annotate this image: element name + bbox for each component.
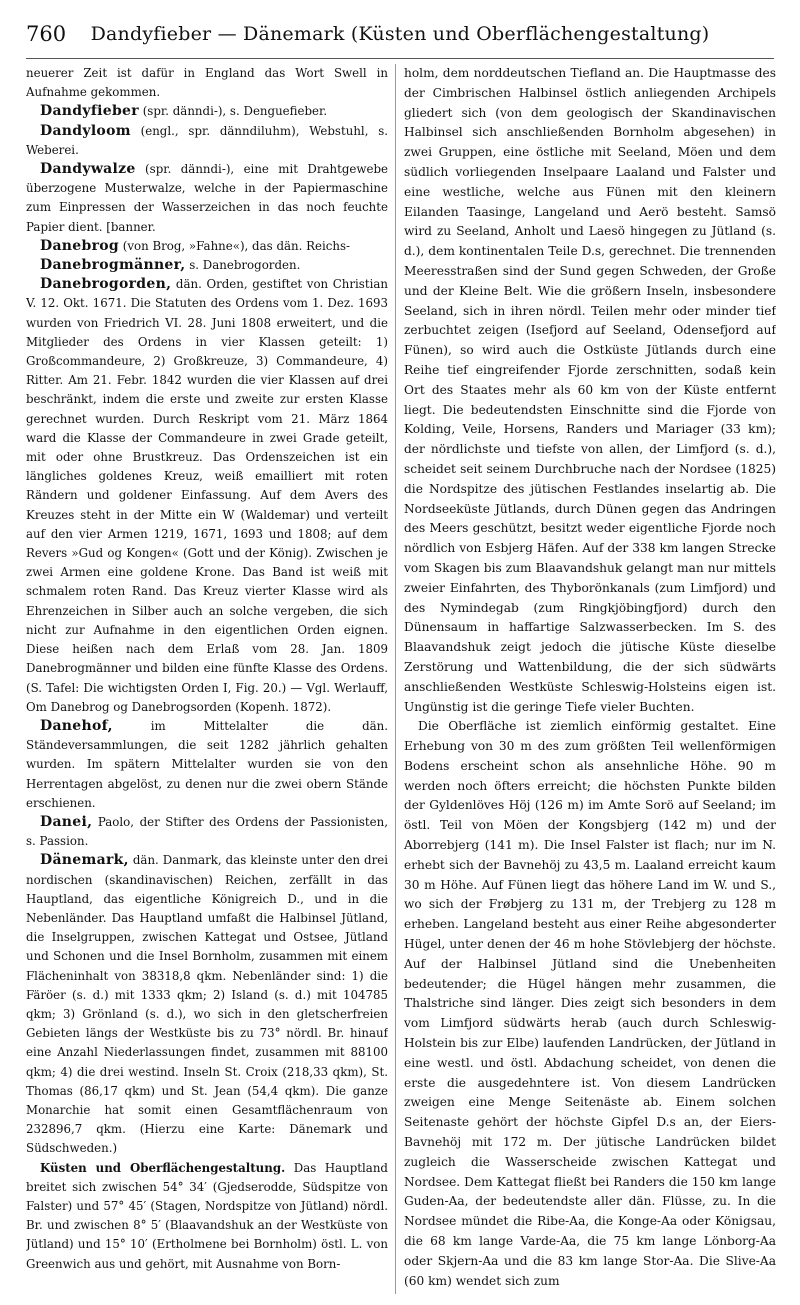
- entry-daenemark: [26, 851, 388, 1158]
- entry-text: (von Brog, »Fahne«), das dän. Reichs-: [122, 238, 351, 253]
- entry-text: dän. Danmark, das kleinste unter den drei nordischen (skandinavischen) Reichen, zerfällt in das Hauptland, das eigentliche Königreich D., und in die Nebenländer. Das Hauptland umfaßt die Halbinsel Jütland, die Inselgruppen, zwischen Kattegat und Ostsee, Jütland und Schonen und die Insel Bornholm, zusammen mit einem Flächeninhalt von 38318,8 qkm. Nebenländer sind: 1) die Färöer (s. d.) mit 1333 qkm; 2) Island (s. d.) mit 104785 qkm; 3) Grönland (s. d.), wo sich in den gletscherfreien Gebieten längs der Westküste bis zu 73° nördl. Br. hinauf eine Anzahl Niederlassungen findet, zusammen mit 88100 qkm; 4) die drei westind. Inseln St. Croix (218,33 qkm), St. Thomas (86,17 qkm) und St. Jean (54,4 qkm). Die ganze Monarchie hat somit einen Gesamtflächenraum von 232896,7 qkm. (Hierzu eine Karte: Dänemark und Südschweden.): [26, 853, 388, 1156]
- entry-text: (spr. dänndi-), eine mit Drahtgewebe überzogene Musterwalze, welche in der Papiermaschine zum Einpressen der Wasserzeichen in das noch feuchte Papier dient. [banner.: [26, 162, 388, 234]
- entry-text: s. Danebrogorden.: [189, 258, 301, 273]
- entry-dandyfieber: [26, 102, 388, 121]
- page-header: [26, 20, 774, 50]
- section-kuesten: [26, 1159, 388, 1274]
- running-title: Dandyfieber — Dänemark (Küsten und Oberflächengestaltung): [90, 23, 710, 45]
- section-heading: Küsten und Oberflächengestaltung.: [40, 1160, 286, 1175]
- entry-danebrogorden: [26, 275, 388, 717]
- entry-dandyloom: [26, 122, 388, 160]
- entry-danebrog: [26, 237, 388, 256]
- entry-danebrogmaenner: [26, 256, 388, 275]
- headword: Danebrogmänner,: [40, 257, 186, 274]
- headword: Danehof,: [40, 717, 113, 734]
- entry-text: (engl., spr. dänndiluhm), Webstuhl, s. Weberei.: [26, 123, 388, 157]
- entry-dandywalze: [26, 160, 388, 237]
- headword: Danebrogorden,: [40, 276, 172, 293]
- headword: Dandyloom: [40, 122, 131, 139]
- entry-text: Paolo, der Stifter des Ordens der Passionisten, s. Passion.: [26, 814, 388, 849]
- entry-text: dän. Orden, gestiftet von Christian V. 12. Okt. 1671. Die Statuten des Ordens vom 1. Dez. 1693 wurden von Friedrich VI. 28. Juni 1808 erweitert, und die Mitglieder des Ordens in vier Klassen geteilt: 1) Großcommandeure, 2) Großkreuze, 3) Commandeure, 4) Ritter. Am 21. Febr. 1842 wurden die vier Klassen auf drei beschränkt, indem die erste und zweite zur ersten Klasse gerechnet wurden. Durch Reskript vom 21. März 1864 ward die Klasse der Commandeure in zwei Grade geteilt, mit oder ohne Brustkreuz. Das Ordenszeichen ist ein längliches goldenes Kreuz, weiß emailliert mit roten Rändern und goldener Einfassung. Auf dem Avers des Kreuzes steht in der Mitte ein W (Waldemar) und verteilt auf den vier Armen 1219, 1671, 1693 und 1808; auf dem Revers »Gud og Kongen« (Gott und der König). Zwischen je zwei Armen eine goldene Krone. Das Band ist weiß mit schmalem roten Rand. Das Kreuz vierter Klasse wird als Ehrenzeichen in Silber auch an solche vergeben, die sich nicht zur Aufnahme in den eigentlichen Orden eignen. Diese heißen nach dem Erlaß vom 28. Jan. 1809 Danebrogmänner und bilden eine fünfte Klasse des Ordens. (S. Tafel: Die wichtigsten Orden I, Fig. 20.) — Vgl. Werlauff, Om Danebrog og Danebrogsorden (Kopenh. 1872).: [26, 277, 388, 714]
- entry-text: (spr. dänndi-), s. Denguefieber.: [142, 104, 328, 119]
- column-divider: [395, 64, 396, 1294]
- headword: Dandyfieber: [40, 103, 139, 120]
- header-rule: [26, 58, 774, 59]
- headword: Danei,: [40, 813, 93, 830]
- left-column: [26, 64, 388, 1296]
- entry-text: im Mittelalter die dän. Ständeversammlungen, die seit 1282 jährlich gehalten wurden. Im spätern Mittelalter wurden sie von den Herrentagen abgelöst, zu denen nur die zwei obern Stände erschienen.: [26, 718, 388, 810]
- entry-danehof: [26, 717, 388, 813]
- headword: Dänemark,: [40, 852, 129, 869]
- paragraph-surface: Die Oberfläche ist ziemlich einförmig gestaltet. Eine Erhebung von 30 m des zum größten Teil wellenförmigen Bodens erscheint schon als ansehnliche Höhe. 90 m werden noch öfters erreicht; die höchsten Punkte bilden der Gyldenlöves Höj (126 m) im Amte Sorö auf Seeland; im östl. Teil von Möen der Kongsbjerg (142 m) und der Aborrebjerg (141 m). Die Insel Falster ist flach; nur im N. erhebt sich der Bavnehöj zu 43,5 m. Laaland erreicht kaum 30 m Höhe. Auf Fünen liegt das höhere Land im W. und S., wo sich der Frøbjerg zu 131 m, der Trebjerg zu 128 m erheben. Langeland besteht aus einer Reihe abgesonderter Hügel, unter denen der 46 m hohe Stövlebjerg der höchste. Auf der Halbinsel Jütland sind die Unebenheiten bedeutender; die Hügel hängen mehr zusammen, die Thalstriche sind länger. Dies zeigt sich besonders in dem vom Limfjord südwärts herab (auch durch Schleswig-Holstein bis zur Elbe) laufenden Landrücken, der Jütland in eine westl. und östl. Abdachung scheidet, von denen die erste die ausgedehntere ist. Von diesem Landrücken zweigen eine Menge Seitenäste ab. Einem solchen Seitenaste gehört der höchste Gipfel D.s an, der Eiers-Bavnehöj mit 172 m. Der jütische Landrücken bildet zugleich die Wasserscheide zwischen Kattegat und Nordsee. Dem Kattegat fließt bei Randers die 150 km lange Guden-Aa, der bedeutendste aller dän. Flüsse, zu. In die Nordsee mündet die Ribe-Aa, die Konge-Aa oder Königsau, die 68 km lange Varde-Aa, die 75 km lange Lönborg-Aa oder Skjern-Aa und die 83 km lange Stor-Aa. Die Slive-Aa (60 km) wendet sich zum: [404, 719, 776, 1288]
- headword: Danebrog: [40, 237, 119, 254]
- paragraph-geography: holm, dem norddeutschen Tiefland an. Die Hauptmasse des der Cimbrischen Halbinsel östlich anliegenden Archipels gliedert sich (von dem geologisch der Skandinavischen Halbinsel sich anschließenden Bornholm abgesehen) in zwei Gruppen, eine östliche mit Seeland, Möen und dem südlich vorliegenden Inselpaare Laaland und Falster und eine westliche, welche aus Fünen mit den kleinern Eilanden Taasinge, Langeland und Aerö besteht. Samsö wird zu Seeland, Anholt und Laesö hingegen zu Jütland (s. d.), dem kontinentalen Teile D.s, gerechnet. Die trennenden Meeresstraßen sind der Sund gegen Schweden, der Große und der Kleine Belt. Wie die größern Inseln, insbesondere Seeland, sich in ihren nördl. Teilen mehr oder minder tief zerbuchtet zeigen (Isefjord auf Seeland, Odensefjord auf Fünen), so wird auch die Ostküste Jütlands durch eine Reihe tief eingreifender Fjorde zerschnitten, sodaß kein Ort des Staates mehr als 60 km von der Küste entfernt liegt. Die bedeutendsten Einschnitte sind die Fjorde von Kolding, Veile, Horsens, Randers und Mariager (33 km); der nördlichste und tiefste von allen, der Limfjord (s. d.), scheidet seit seinem Durchbruche nach der Nordsee (1825) die Nordspitze des jütischen Festlandes inselartig ab. Die Nordseeküste Jütlands, durch Dünen gegen das Andringen des Meers geschützt, besitzt weder eigentliche Fjorde noch nördlich von Esbjerg Häfen. Auf der 338 km langen Strecke vom Skagen bis zum Blaavandshuk gelangt man nur mittels zweier Einfahrten, des Thyborönkanals (zum Limfjord) und des Nymindegab (zum Ringkjöbingfjord) durch den Dünensaum in haffartige Salzwasserbecken. Im S. des Blaavandshuk zeigt jedoch die jütische Küste dieselbe Zerstörung und Wattenbildung, die der sich südwärts anschließenden Westküste Schleswig-Holsteins eigen ist. Ungünstig ist die geringe Tiefe vieler Buchten.: [404, 66, 776, 714]
- entry-continuation: [26, 64, 388, 102]
- entry-danei: [26, 813, 388, 851]
- page-number: 760: [26, 22, 67, 46]
- entry-text: neuerer Zeit ist dafür in England das Wort Swell in Aufnahme gekommen.: [26, 66, 388, 100]
- headword: Dandywalze: [40, 161, 136, 178]
- entry-text: Das Hauptland breitet sich zwischen 54° 34′ (Gjedserodde, Südspitze von Falster) und 57° 45′ (Stagen, Nordspitze von Jütland) nördl. Br. und zwischen 8° 5′ (Blaavandshuk an der Westküste von Jütland) und 15° 10′ (Ertholmene bei Bornholm) östl. L. von Greenwich aus und gehört, mit Ausnahme von Born-: [26, 1160, 388, 1271]
- right-column: [404, 64, 776, 1296]
